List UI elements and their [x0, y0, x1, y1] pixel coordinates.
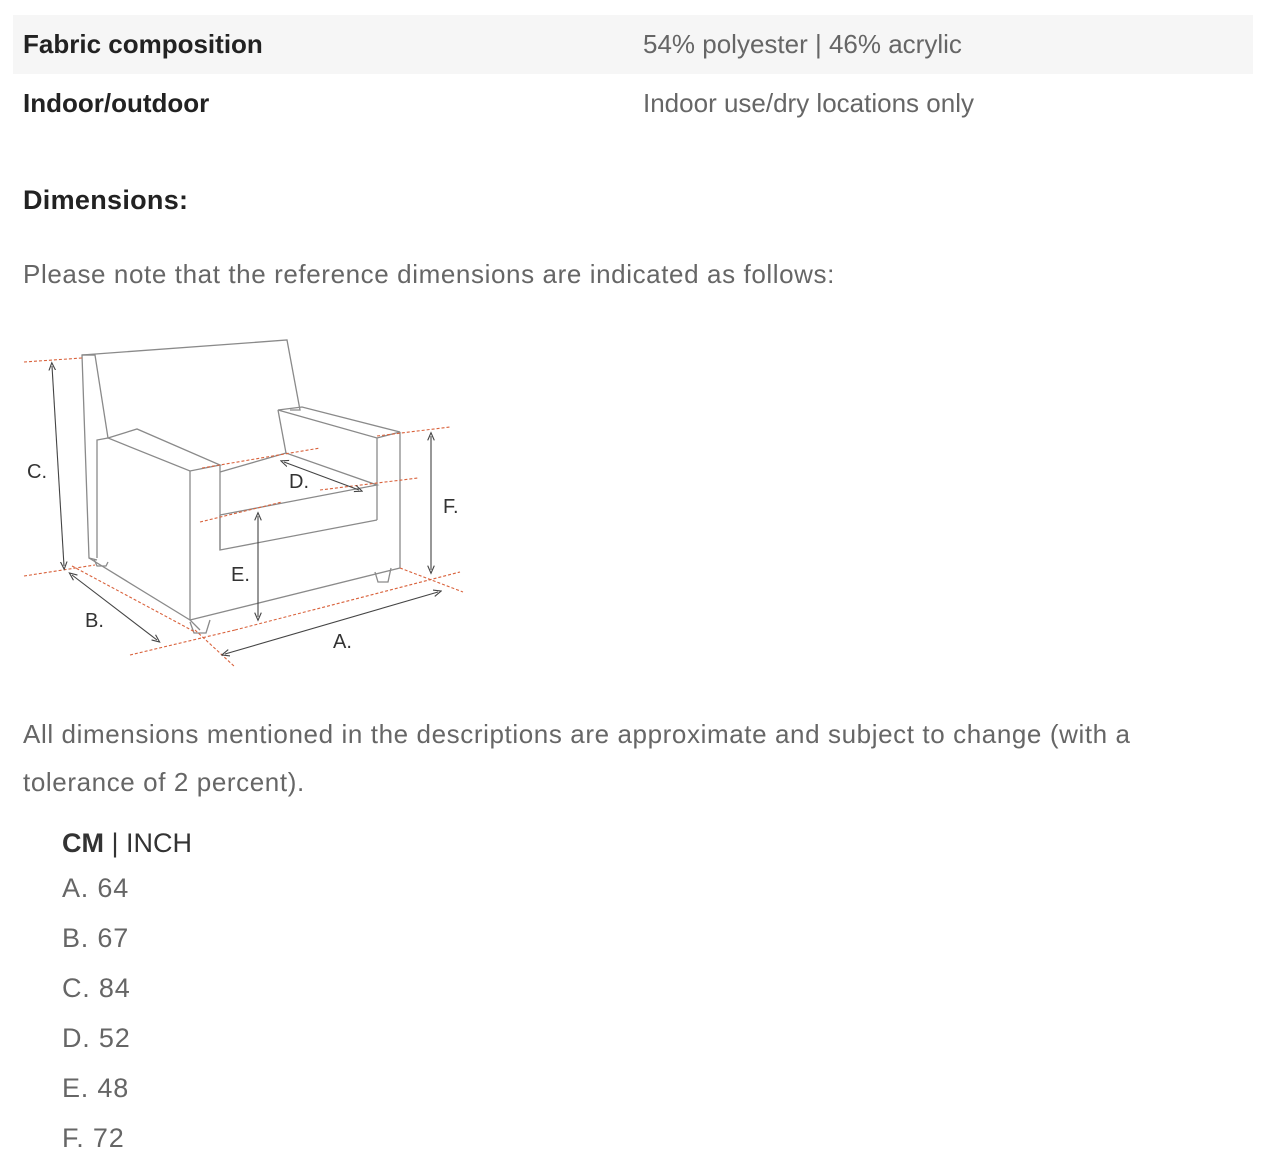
dimensions-disclaimer: All dimensions mentioned in the descriptions are approximate and subject to change (with a tolerance of 2 percent).: [23, 719, 1131, 797]
spec-label: Fabric composition: [23, 29, 263, 59]
spec-row-fabric: [13, 15, 1253, 74]
label-f: F.: [443, 496, 459, 518]
dimension-value: C. 84: [62, 973, 131, 1003]
spec-value: 54% polyester | 46% acrylic: [643, 29, 962, 59]
dimension-value: A. 64: [62, 873, 130, 903]
arrow-c: [52, 366, 64, 566]
armchair-dimensions-diagram: [20, 330, 470, 675]
reference-note: Please note that the reference dimensions are indicated as follows:: [23, 259, 835, 289]
spec-value: Indoor use/dry locations only: [643, 88, 974, 118]
label-e: E.: [231, 564, 250, 586]
dimensions-heading: Dimensions:: [23, 185, 189, 215]
dimension-value: E. 48: [62, 1073, 130, 1103]
dimension-value: D. 52: [62, 1023, 131, 1053]
dimension-values-list: [62, 870, 131, 1170]
unit-separator: |: [104, 828, 127, 858]
label-c: C.: [27, 461, 47, 483]
specifications-table: [13, 15, 1253, 133]
unit-inch: INCH: [126, 828, 193, 858]
arrow-a: [225, 592, 438, 654]
label-d: D.: [289, 471, 309, 493]
dimension-value: B. 67: [62, 923, 130, 953]
spec-row-indoor-outdoor: [13, 74, 1253, 133]
unit-cm: CM: [62, 828, 104, 858]
unit-toggle: [62, 828, 192, 859]
label-a: A.: [333, 631, 352, 653]
dimension-value: F. 72: [62, 1123, 125, 1153]
label-b: B.: [85, 610, 104, 632]
spec-label: Indoor/outdoor: [23, 88, 210, 118]
